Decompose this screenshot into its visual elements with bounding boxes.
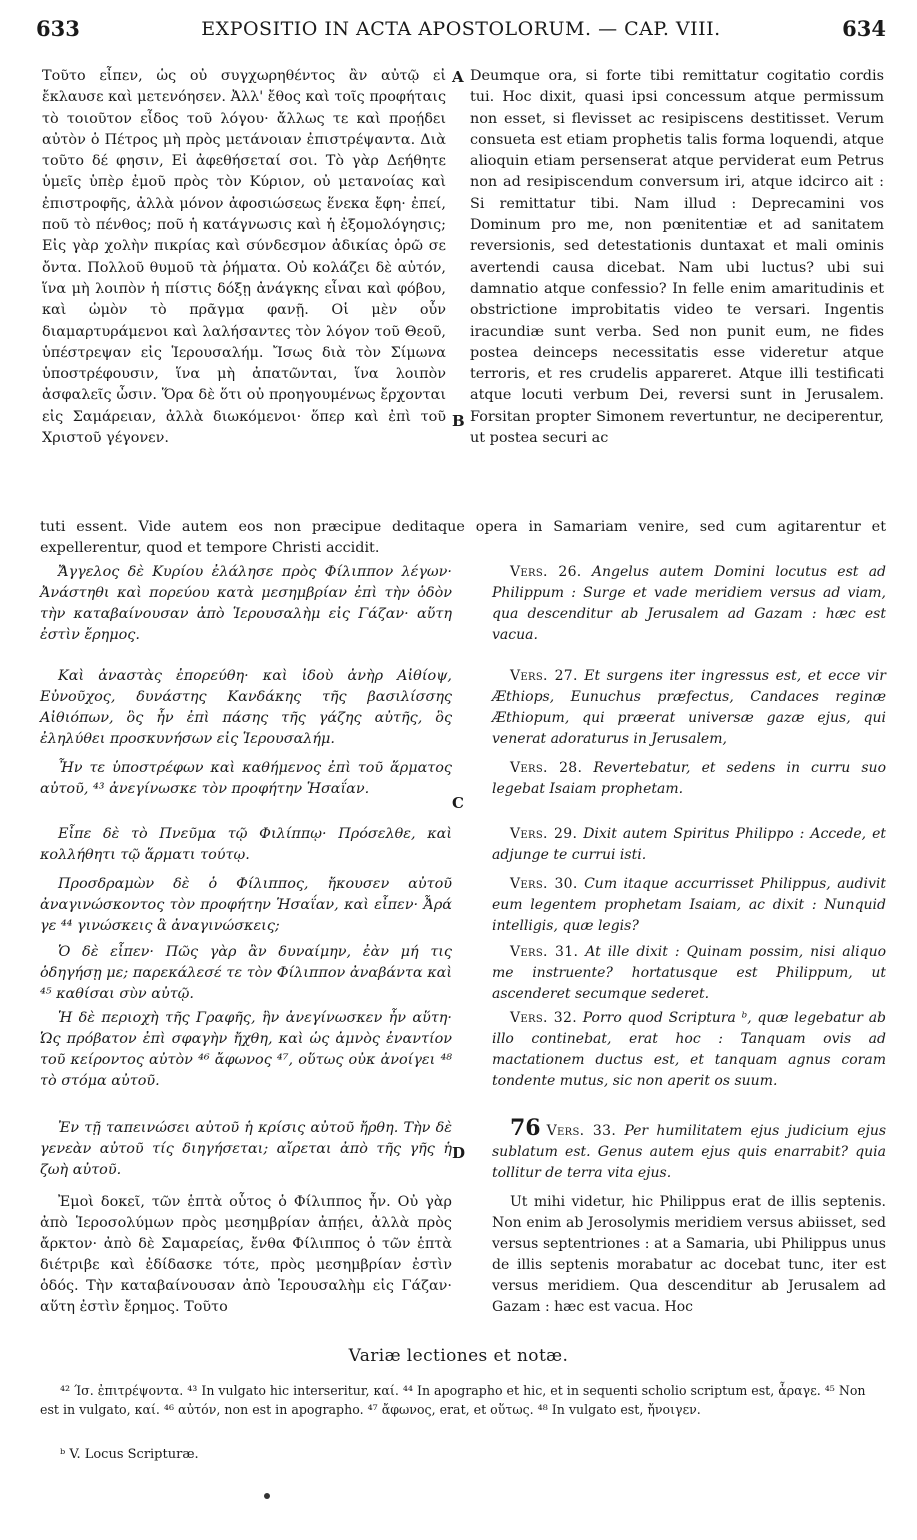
verse-latin-text: Cum itaque accurrisset Philippus, audivit eum legentem prophetam Isaiam, ac dixit : Nunquid intelligis, quæ legis? (492, 876, 887, 934)
verse-greek: Ὁ δὲ εἶπεν· Πῶς γὰρ ἂν δυναίμην, ἐὰν μή τις ὁδηγήσῃ με; παρεκάλεσέ τε τὸν Φίλιππον ἀναβάντα καὶ ⁴⁵ καθίσαι σὺν αὐτῷ. (40, 944, 452, 1002)
verse-greek: Ἐν τῇ ταπεινώσει αὐτοῦ ἡ κρίσις αὐτοῦ ἤρθη. Τὴν δὲ γενεὰν αὐτοῦ τίς διηγήσεται; αἴρεται ἀπὸ τῆς γῆς ἡ ζωὴ αὐτοῦ. (40, 1120, 452, 1178)
margin-marker-a: A (452, 68, 464, 86)
ink-dot (264, 1493, 270, 1499)
commentary-latin: Ut mihi videtur, hic Philippus erat de illis septenis. Non enim ab Jerosolymis meridiem versus abiisset, sed versus septentriones : at a Samaria, ubi Philippus unus de illis septenis morabatur ac docebat tunc, iter est versus meridiem. Qua descenditur ab Jerusalem ad Gazam : hæc est vacua. Hoc (492, 1194, 886, 1315)
verse-label: Vers. 30. (510, 876, 578, 892)
variae-lectiones-heading: Variæ lectiones et notæ. (348, 1346, 569, 1366)
verse-label: Vers. 26. (510, 564, 582, 580)
footnote: ᵇ V. Locus Scripturæ. (60, 1447, 199, 1462)
verse-latin (492, 1115, 887, 1184)
verse-greek: Εἶπε δὲ τὸ Πνεῦμα τῷ Φιλίππῳ· Πρόσελθε, καὶ κολλήθητι τῷ ἅρματι τούτῳ. (40, 826, 452, 863)
margin-marker-b: B (452, 412, 465, 430)
verse-latin (492, 666, 886, 750)
verse-latin-text: Porro quod Scriptura ᵇ, quæ legebatur ab illo continebat, erat hoc : Tanquam ovis ad mactationem ductus est, et tanquam agnus coram tondente mutus, sic non aperit os suum. (492, 1010, 887, 1089)
verse-latin-text: Angelus autem Domini locutus est ad Philippum : Surge et vade meridiem versus ad viam, qua descenditur ab Jerusalem ad Gazam : hæc est vacua. (492, 564, 887, 643)
verse-greek: Καὶ ἀναστὰς ἐπορεύθη· καὶ ἰδοὺ ἀνὴρ Αἰθίοψ, Εὐνοῦχος, δυνάστης Κανδάκης τῆς βασιλίσσης Αἰθιόπων, ὃς ἦν ἐπὶ πάσης τῆς γάζης αὐτῆς, ὃς ἐληλύθει προσκυνήσων εἰς Ἱερουσαλήμ. (40, 668, 452, 747)
margin-marker-c: C (452, 794, 464, 812)
full-width-continuation (40, 517, 886, 559)
verse-latin-text: At ille dixit : Quinam possim, nisi aliquo me instruente? hortatusque est Philippum, ut ascenderet secumque sederet. (492, 944, 887, 1002)
verse-label: Vers. 32. (510, 1010, 577, 1026)
greek-column-top (42, 66, 446, 449)
verse-label: Vers. 33. (546, 1123, 617, 1139)
verse-label: Vers. 31. (510, 944, 579, 960)
running-title: EXPOSITIO IN ACTA APOSTOLORUM. — CAP. VIII. (201, 18, 721, 40)
verse-latin (492, 758, 886, 800)
page-header (36, 16, 886, 48)
variant-notes (40, 1381, 886, 1419)
page-number-right: 634 (842, 16, 886, 41)
verse-latin (492, 942, 886, 1005)
verse-label: Vers. 27. (510, 668, 578, 684)
verse-greek: Προσδραμὼν δὲ ὁ Φίλιππος, ἤκουσεν αὐτοῦ ἀναγινώσκοντος τὸν προφήτην Ἡσαΐαν, καὶ εἶπεν· Ἆρά γε ⁴⁴ γινώσκεις ἃ ἀναγινώσκεις; (40, 876, 452, 934)
verse-latin (492, 824, 886, 866)
latin-column-top (470, 66, 884, 449)
verse-latin-text: Per humilitatem ejus judicium ejus sublatum est. Genus autem ejus quis enarrabit? quia tollitur de terra vita ejus. (492, 1123, 887, 1181)
latin-paragraph: Deumque ora, si forte tibi remittatur cogitatio cordis tui. Hoc dixit, quasi ipsi concessum atque permissum non esset, si flevisset ac resipiscens destitisset. Verum consueta est etiam prophetis talis forma loquendi, atque alioquin etiam persenserat atque perviderat eum Petrus non ad resipiscendum conversum iri, atque idcirco ait : Si remittatur tibi. Nam illud : Deprecamini vos Dominum pro me, non pœnitentiæ et ad sanitatem reversionis, sed detestationis duntaxat et mali ominis avertendi causa dicebat. Nam ubi luctus? ubi sui damnatio atque confessio? In felle enim amaritudinis et obstrictione improbitatis video te versari. Ingentis iracundiæ sunt verba. Sed non punit eum, ne fides postea deinceps necessitatis esse videretur atque terroris, et res crudelis appareret. Atque illi testificati atque locuti verbum Dei, reversi sunt in Jerusalem. Forsitan propter Simonem revertuntur, ne deciperentur, ut postea securi ac (470, 68, 884, 447)
verse-greek: Ἦν τε ὑποστρέφων καὶ καθήμενος ἐπὶ τοῦ ἅρματος αὐτοῦ, ⁴³ ἀνεγίνωσκε τὸν προφήτην Ἡσαΐαν. (40, 760, 452, 797)
column-number: 76 (510, 1115, 541, 1141)
margin-marker-d: D (452, 1144, 466, 1162)
verse-greek: Ἄγγελος δὲ Κυρίου ἐλάλησε πρὸς Φίλιππον λέγων· Ἀνάστηθι καὶ πορεύου κατὰ μεσημβρίαν ἐπὶ τὴν ὁδὸν τὴν καταβαίνουσαν ἀπὸ Ἱερουσαλὴμ εἰς Γάζαν· αὕτη ἐστὶν ἔρημος. (40, 564, 452, 643)
verse-latin-text: Et surgens iter ingressus est, et ecce vir Æthiops, Eunuchus præfectus, Candaces reginæ Æthiopum, qui præerat universæ gazæ ejus, qui venerat adoraturus in Jerusalem, (492, 668, 887, 747)
page-number-left: 633 (36, 16, 80, 41)
verse-latin-text: Dixit autem Spiritus Philippo : Accede, et adjunge te currui isti. (492, 826, 887, 863)
verse-label: Vers. 28. (510, 760, 583, 776)
verse-latin (492, 562, 886, 646)
greek-paragraph: Τοῦτο εἶπεν, ὡς οὐ συγχωρηθέντος ἂν αὐτῷ εἰ ἔκλαυσε καὶ μετενόησεν. Ἀλλ' ἔθος καὶ τοῖς προφήταις τὸ τοιοῦτον εἶδος τοῦ λόγου· ἄλλως τε καὶ προῄδει αὐτὸν ὁ Πέτρος μὴ πρὸς μετάνοιαν ἐπιστρέψαντα. Διὰ τοῦτο δέ φησιν, Εἰ ἀφεθήσεταί σοι. Τὸ γὰρ Δεήθητε ὑμεῖς ὑπὲρ ἐμοῦ πρὸς τὸν Κύριον, οὐ μετανοίας καὶ ἐπιστροφῆς, ἀλλὰ μόνον ἀφοσιώσεως ἕνεκα ἔφη· ἐπεί, ποῦ τὸ πένθος; ποῦ ἡ κατάγνωσις καὶ ἡ ἐξομολόγησις; Εἰς γὰρ χολὴν πικρίας καὶ σύνδεσμον ἀδικίας ὁρῶ σε ὄντα. Πολλοῦ θυμοῦ τὰ ῥήματα. Οὐ κολάζει δὲ αὐτόν, ἵνα μὴ λοιπὸν ἡ πίστις δόξῃ ἀνάγκης εἶναι καὶ φόβου, καὶ ὠμὸν τὸ πρᾶγμα φανῇ. Οἱ μὲν οὖν διαμαρτυράμενοι καὶ λαλήσαντες τὸν λόγον τοῦ Θεοῦ, ὑπέστρεψαν εἰς Ἱερουσαλήμ. Ἴσως διὰ τὸν Σίμωνα ὑποστρέφουσιν, ἵνα μὴ ἀπατῶνται, ἵνα λοιπὸν ἀσφαλεῖς ὦσιν. Ὅρα δὲ ὅτι οὐ προηγουμένως ἔρχονται εἰς Σαμάρειαν, ἀλλὰ διωκόμενοι· ὅπερ καὶ ἐπὶ τοῦ Χριστοῦ γέγονεν. (42, 68, 446, 447)
verse-greek: Ἡ δὲ περιοχὴ τῆς Γραφῆς, ἣν ἀνεγίνωσκεν ἦν αὕτη· Ὡς πρόβατον ἐπὶ σφαγὴν ἤχθη, καὶ ὡς ἀμνὸς ἐναντίον τοῦ κείροντος αὐτὸν ⁴⁶ ἄφωνος ⁴⁷, οὕτως οὐκ ἀνοίγει ⁴⁸ τὸ στόμα αὐτοῦ. (40, 1010, 452, 1089)
notes-text: ⁴² Ίσ. ἐπιτρέψοντα. ⁴³ In vulgato hic interseritur, καί. ⁴⁴ In apographo et hic, et in sequenti scholio scriptum est, ἆραγε. ⁴⁵ Non est in vulgato, καί. ⁴⁶ αὐτόν, non est in apographo. ⁴⁷ ἄφωνος, erat, et οὕτως. ⁴⁸ In vulgato est, ἤνοιγεν. (40, 1383, 866, 1417)
verse-label: Vers. 29. (510, 826, 578, 842)
verse-latin-text: Revertebatur, et sedens in curru suo legebat Isaiam prophetam. (492, 760, 886, 797)
continuation-text: tuti essent. Vide autem eos non præcipue deditaque opera in Samariam venire, sed cum agitarentur et expellerentur, quod et tempore Christi accidit. (40, 519, 886, 556)
commentary-greek: Ἐμοὶ δοκεῖ, τῶν ἑπτὰ οὗτος ὁ Φίλιππος ἦν. Οὐ γὰρ ἀπὸ Ἱεροσολύμων πρὸς μεσημβρίαν ἀπῄει, ἀλλὰ πρὸς ἄρκτον· ἀπὸ δὲ Σαμαρείας, ἔνθα Φίλιππος ὁ τῶν ἑπτὰ διέτριβε καὶ ἐδίδασκε τότε, πρὸς μεσημβρίαν ἐστὶν ὁδός. Τὴν καταβαίνουσαν ἀπὸ Ἱερουσαλὴμ εἰς Γάζαν· αὕτη ἐστὶν ἔρημος. Τοῦτο (40, 1194, 452, 1315)
verse-latin (492, 1008, 886, 1092)
verse-latin (492, 874, 886, 937)
